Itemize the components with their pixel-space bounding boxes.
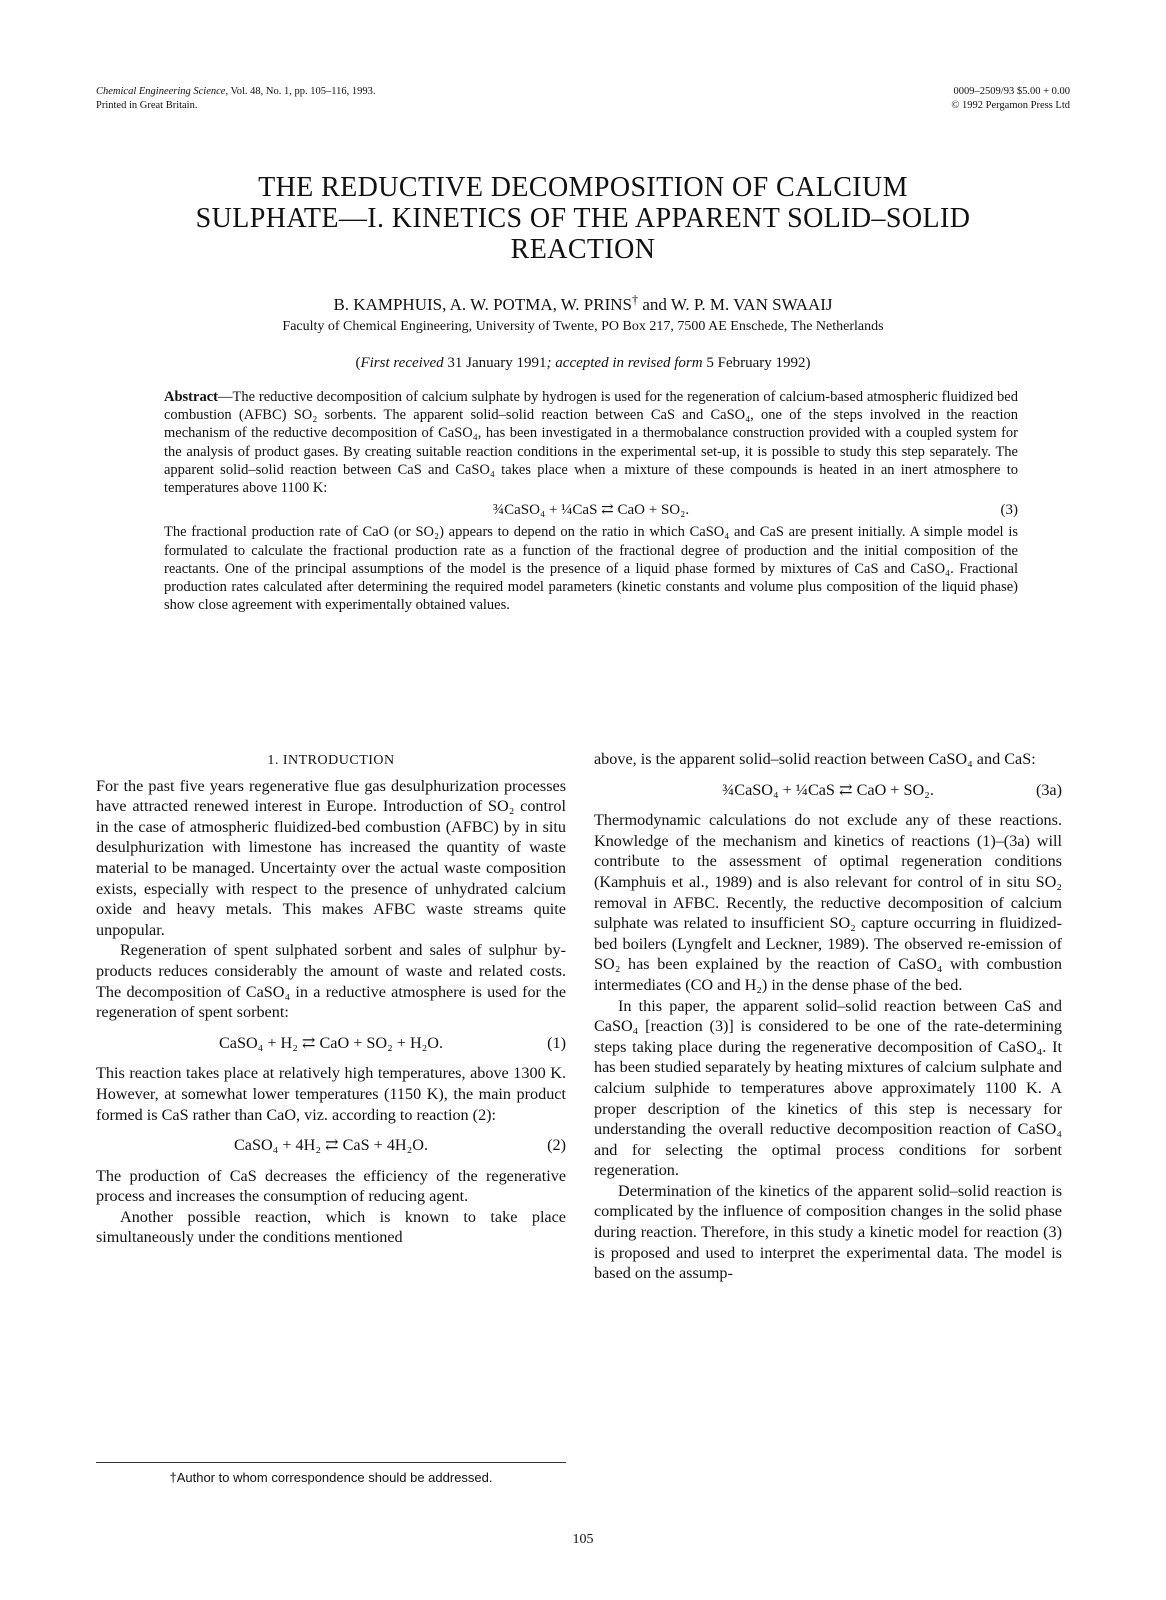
copyright: © 1992 Pergamon Press Ltd (951, 100, 1070, 111)
equation-2-block (96, 1135, 566, 1156)
equation-3a-number: (3a) (1035, 780, 1062, 799)
right-para-1: above, is the apparent solid–solid reaction between CaSO₄ and CaS: (594, 750, 1036, 768)
page-number: 105 (572, 1532, 594, 1547)
header-left (96, 85, 376, 113)
intro-para-2: Regeneration of spent sulphated sorbent and sales of sulphur by-products reduces considerably the amount of waste and related costs. The decomposition of CaSO₄ in a reductive atmosphere is used for the regeneration of spent sorbent: (96, 941, 566, 1022)
intro-para-1: For the past five years regenerative flue gas desulphurization processes have attracted renewed interest in Europe. Introduction of SO₂ control in the case of atmospheric fluidized-bed combustion (AFBC) by in situ desulphurization with limestone has increased the quantity of waste material to be managed. Uncertainty over the actual waste composition exists, especially with respect to the presence of unhydrated calcium oxide and heavy metals. This makes AFBC waste streams quite unpopular. (96, 776, 566, 939)
accepted-date: 5 February 1992 (706, 355, 806, 371)
right-column (594, 749, 1062, 1284)
equation-3: ¾CaSO₄ + ¼CaS ⇄ CaO + SO₂. (492, 502, 690, 519)
intro-para-4: The production of CaS decreases the efficiency of the regenerative process and increases the consumption of reducing agent. (96, 1166, 566, 1206)
journal-name: Chemical Engineering Science (96, 86, 226, 97)
dagger-mark: † (631, 292, 639, 307)
accepted-label: ; accepted in revised form (546, 355, 707, 371)
equation-1: CaSO₄ + H₂ ⇄ CaO + SO₂ + H₂O. (218, 1033, 444, 1052)
paren-close: ) (805, 355, 811, 371)
equation-1-number: (1) (547, 1033, 566, 1052)
paren-open: ( (355, 355, 361, 371)
printed-in: Printed in Great Britain. (96, 100, 198, 111)
abstract-text-1: —The reductive decomposition of calcium sulphate by hydrogen is used for the regeneration of calcium-based atmospheric fluidized bed combustion (AFBC) SO₂ sorbents. The apparent solid–solid reaction between CaS and CaSO₄, one of the steps involved in the reaction mechanism of the reductive decomposition of CaSO₄, has been investigated in a thermobalance construction provided with a coupled system for the analysis of product gases. By creating suitable reaction conditions in the experimental set-up, it is possible to study this step separately. The apparent solid–solid reaction between CaS and CaSO₄ takes place when a mixture of these compounds is heated in an inert atmosphere to temperatures above 1100 K: (164, 389, 1018, 497)
author-names-a: B. KAMPHUIS, A. W. POTMA, W. PRINS (333, 295, 632, 314)
section-heading-introduction: 1. INTRODUCTION (267, 753, 395, 768)
received-label: First received (360, 355, 448, 371)
right-para-3: In this paper, the apparent solid–solid reaction between CaS and CaSO₄ [reaction (3)] is considered to be one of the rate-determining steps taking place during the regenerative decomposition of CaSO₄. It has been studied separately by heating mixtures of calcium sulphate and calcium sulphide to temperatures above approximately 1100 K. A proper description of the kinetics of this step is necessary for understanding the overall reductive decomposition reaction of CaSO₄ and for selecting the optimal process conditions for sorbent regeneration. (594, 996, 1062, 1180)
received-dates (100, 355, 1066, 372)
equation-3-number: (3) (1000, 502, 1018, 519)
equation-2-number: (2) (547, 1136, 566, 1155)
received-date: 31 January 1991 (447, 355, 547, 371)
footnote: †Author to whom correspondence should be addressed. (169, 1470, 493, 1485)
affiliation: Faculty of Chemical Engineering, University of Twente, PO Box 217, 7500 AE Enschede, The Netherlands (282, 319, 884, 334)
intro-para-3: This reaction takes place at relatively high temperatures, above 1300 K. However, at somewhat lower temperatures (1150 K), the main product formed is CaS rather than CaO, viz. according to reaction (2): (96, 1064, 566, 1124)
equation-2: CaSO₄ + 4H₂ ⇄ CaS + 4H₂O. (234, 1136, 428, 1155)
left-column (96, 749, 566, 1248)
title-line-2: SULPHATE—I. KINETICS OF THE APPARENT SOLID–SOLID (195, 203, 971, 234)
footnote-rule (96, 1462, 566, 1463)
intro-para-5: Another possible reaction, which is known to take place simultaneously under the conditions mentioned (96, 1207, 566, 1247)
abstract-equation (164, 501, 1018, 519)
right-para-4: Determination of the kinetics of the apparent solid–solid reaction is complicated by the influence of composition changes in the solid phase during reaction. Therefore, in this study a kinetic model for reaction (3) is proposed and used to interpret the experimental data. The model is based on the assump- (594, 1181, 1062, 1283)
title-line-3: REACTION (510, 234, 656, 265)
volume-info: , Vol. 48, No. 1, pp. 105–116, 1993. (225, 86, 376, 97)
header-right (951, 85, 1070, 113)
title-line-1: THE REDUCTIVE DECOMPOSITION OF CALCIUM (258, 172, 908, 203)
authors (100, 292, 1066, 315)
abstract-label: Abstract (164, 389, 218, 405)
abstract (164, 388, 1018, 614)
paper-title (100, 172, 1066, 265)
right-para-2: Thermodynamic calculations do not exclude any of these reactions. Knowledge of the mechanism and kinetics of reactions (1)–(3a) will contribute to the assessment of optimal regeneration conditions (Kamphuis et al., 1989) and is also relevant for control of in situ SO₂ removal in AFBC. Recently, the reductive decomposition of calcium sulphate was related to insufficient SO₂ capture occurring in fluidized-bed boilers (Lyngfelt and Leckner, 1989). The observed re-emission of SO₂ has been explained by the reaction of CaSO₄ with combustion intermediates (CO and H₂) in the dense phase of the bed. (594, 811, 1062, 994)
equation-3a-block (594, 780, 1062, 801)
author-names-b: and W. P. M. VAN SWAAIJ (638, 295, 833, 314)
abstract-para-2: The fractional production rate of CaO (or SO₂) appears to depend on the ratio in which CaSO₄ and CaS are present initially. A simple model is formulated to calculate the fractional production rate as a function of the fractional degree of production and the initial composition of the reactants. One of the principal assumptions of the model is the presence of a liquid phase formed by mixtures of CaS and CaSO₄. Fractional production rates calculated after determining the required model parameters (kinetic constants and volume plus composition of the liquid phase) show close agreement with experimentally obtained values. (164, 524, 1018, 614)
issn-code: 0009–2509/93 $5.00 + 0.00 (953, 86, 1070, 97)
equation-1-block (96, 1033, 566, 1054)
equation-3a: ¾CaSO₄ + ¼CaS ⇄ CaO + SO₂. (722, 780, 934, 799)
abstract-para-1 (164, 388, 1018, 497)
